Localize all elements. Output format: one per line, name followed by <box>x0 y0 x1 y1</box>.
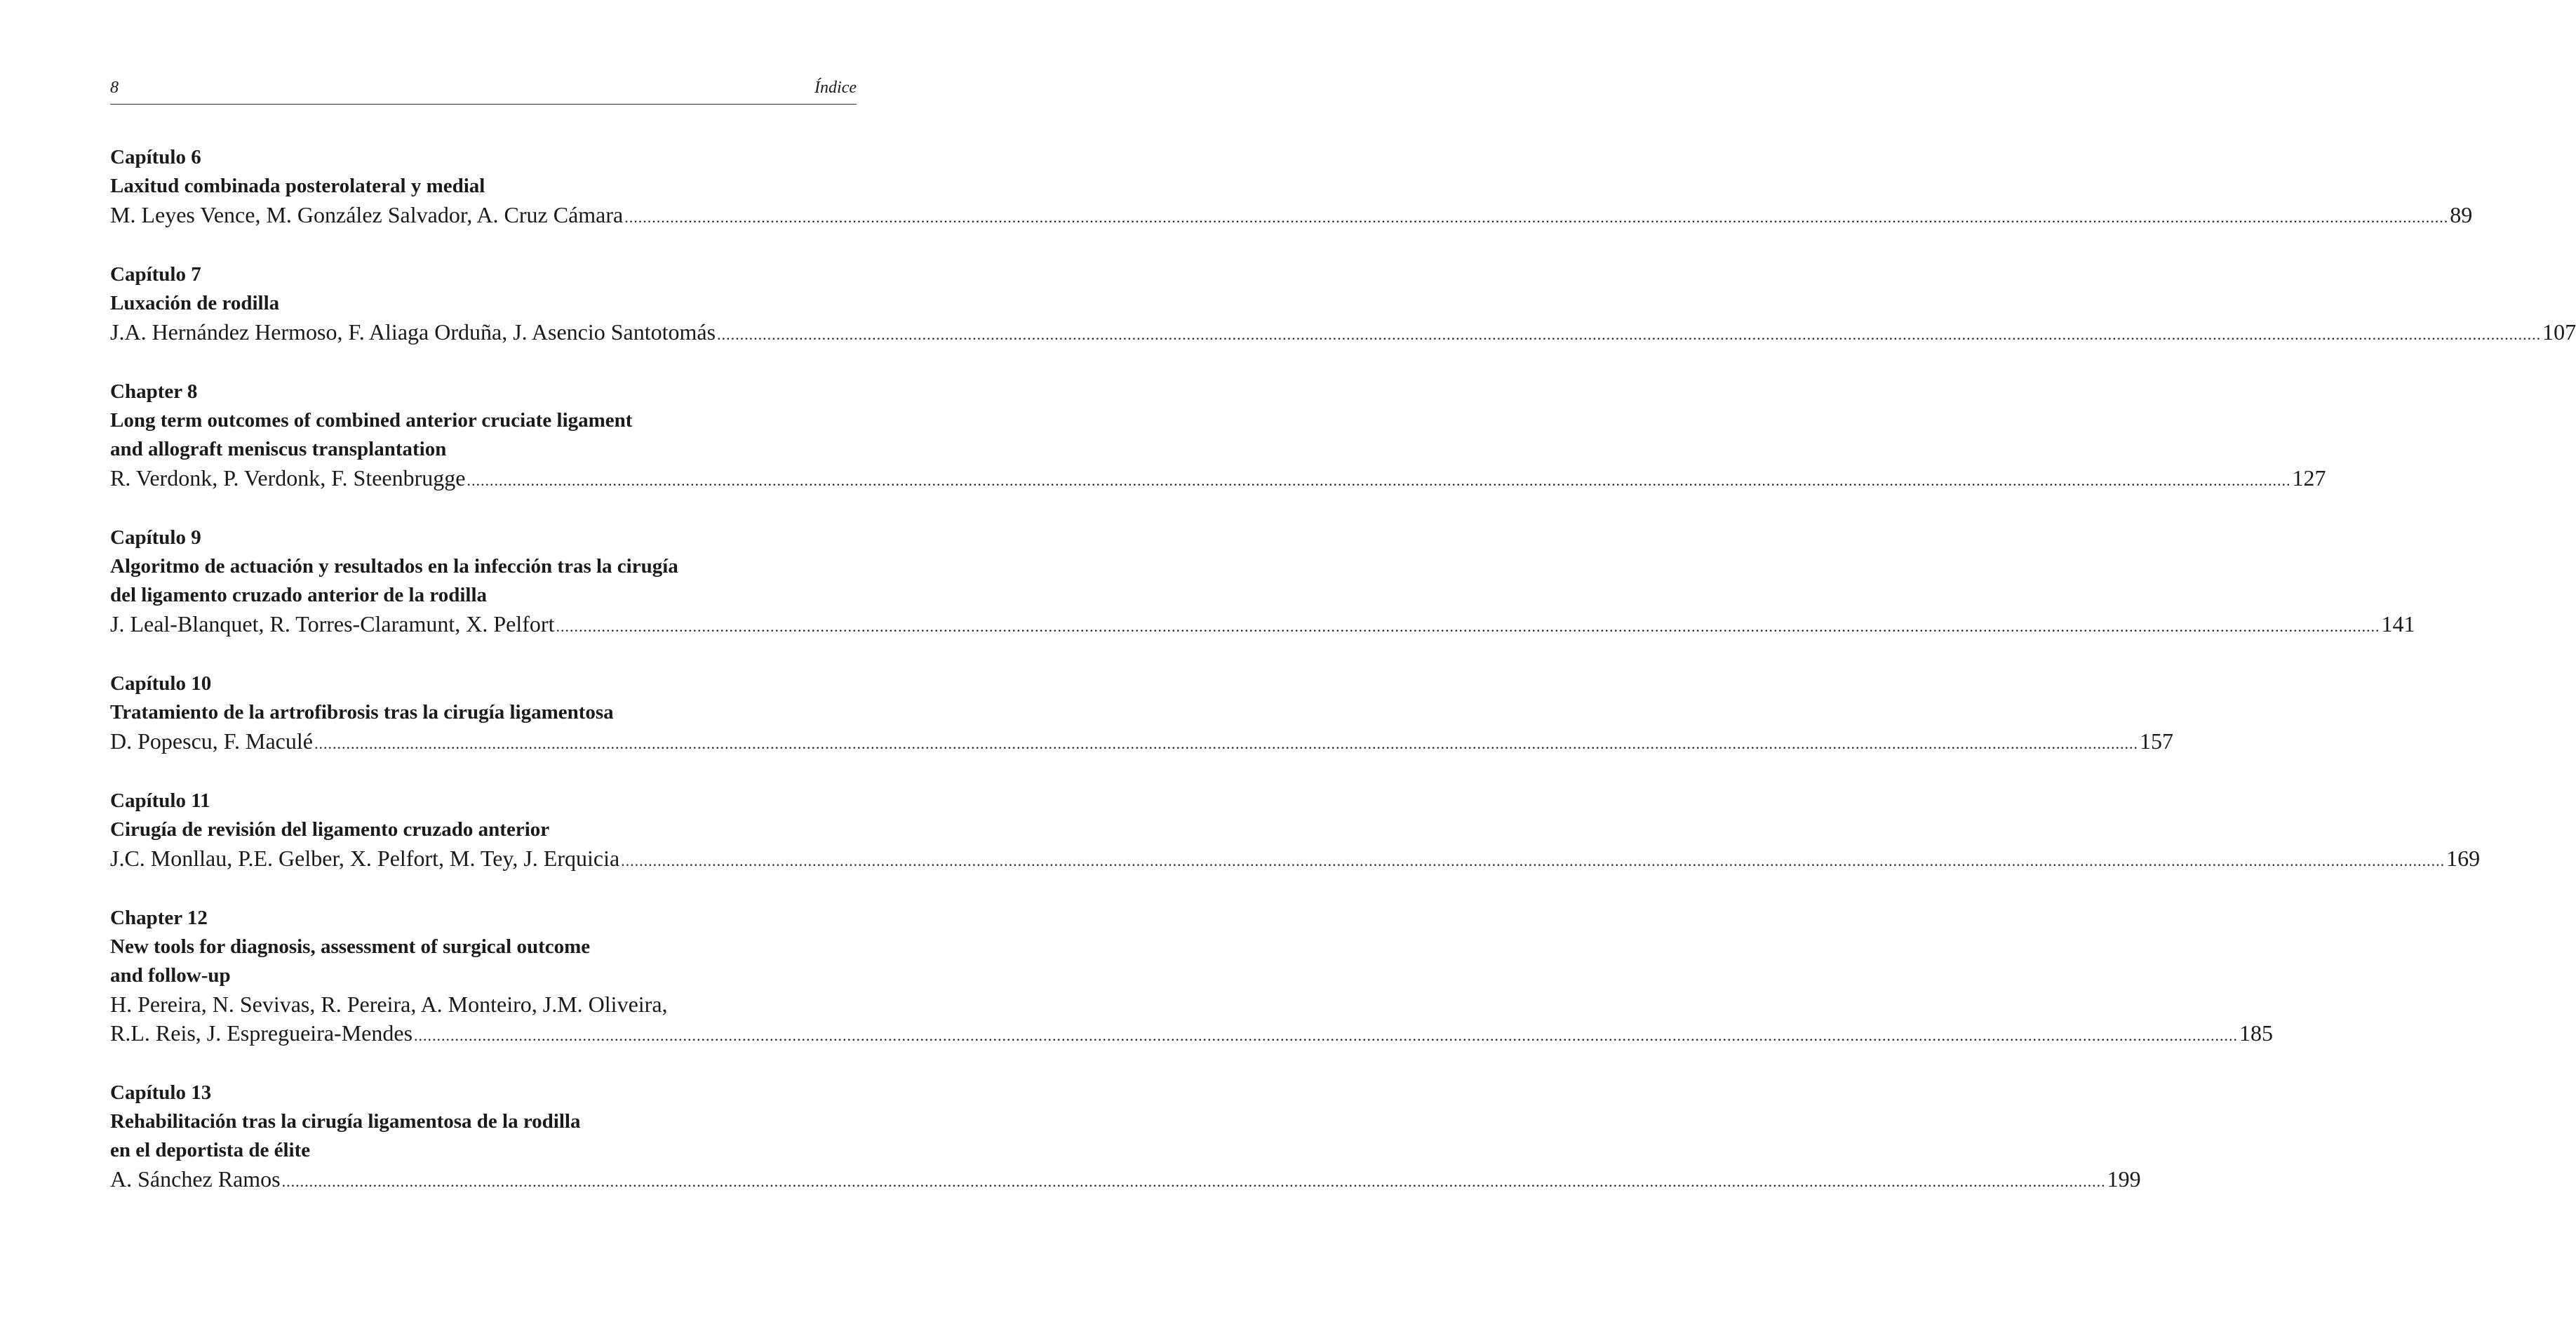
dot-leader: ................................................................................................................................................................................................................................................................................................................................................................................................................ <box>556 618 2380 635</box>
chapter-label: Capítulo 9 <box>110 526 201 549</box>
chapter-title <box>110 933 857 990</box>
page-reference: 199 <box>2107 1166 2141 1192</box>
authors-line: H. Pereira, N. Sevivas, R. Pereira, A. Monteiro, J.M. Oliveira, <box>110 992 668 1017</box>
chapter-title-line: Cirugía de revisión del ligamento cruzado anterior <box>110 818 550 841</box>
page-reference: 157 <box>2139 728 2173 754</box>
authors-row <box>110 610 2415 641</box>
chapter-label: Capítulo 11 <box>110 789 210 812</box>
chapter-title-line: Algoritmo de actuación y resultados en la infección tras la cirugía <box>110 555 678 578</box>
page-reference: 107 <box>2542 319 2576 345</box>
chapter-title-line: del ligamento cruzado anterior de la rodilla <box>110 584 487 606</box>
dot-leader: ................................................................................................................................................................................................................................................................................................................................................................................................................ <box>624 208 2449 226</box>
chapter-title-line: Long term outcomes of combined anterior cruciate ligament <box>110 409 633 432</box>
toc-entry <box>110 143 2473 232</box>
chapter-label: Chapter 12 <box>110 907 208 929</box>
toc-entry <box>110 260 2576 349</box>
authors: J.A. Hernández Hermoso, F. Aliaga Orduña, J. Asencio Santotomás <box>110 319 716 345</box>
running-head <box>110 76 857 105</box>
authors-row <box>110 201 2473 232</box>
chapter-title <box>110 1107 857 1165</box>
table-of-contents <box>110 143 2576 1225</box>
dot-leader: ................................................................................................................................................................................................................................................................................................................................................................................................................ <box>621 852 2446 869</box>
authors-row <box>110 464 2326 495</box>
authors-row <box>110 727 2173 758</box>
page-reference: 127 <box>2292 465 2326 491</box>
authors-row <box>110 844 2481 875</box>
chapter-title-line: Tratamiento de la artrofibrosis tras la cirugía ligamentosa <box>110 701 614 723</box>
page-reference: 185 <box>2239 1020 2274 1046</box>
toc-entry <box>110 787 2481 875</box>
toc-entry <box>110 378 2326 495</box>
chapter-title <box>110 172 857 201</box>
chapter-title-line: New tools for diagnosis, assessment of surgical outcome <box>110 935 591 958</box>
authors: J. Leal-Blanquet, R. Torres-Claramunt, X. Pelfort <box>110 611 555 636</box>
authors: D. Popescu, F. Maculé <box>110 728 313 754</box>
page-reference: 89 <box>2450 202 2473 227</box>
dot-leader: ................................................................................................................................................................................................................................................................................................................................................................................................................ <box>717 326 2542 343</box>
chapter-title-line: and allograft meniscus transplantation <box>110 438 447 460</box>
chapter-label: Capítulo 13 <box>110 1081 212 1104</box>
chapter-title <box>110 552 857 610</box>
dot-leader: ................................................................................................................................................................................................................................................................................................................................................................................................................ <box>314 735 2138 752</box>
page-reference: 169 <box>2446 846 2481 871</box>
chapter-title-line: Luxación de rodilla <box>110 292 280 314</box>
toc-entry <box>110 524 2415 641</box>
chapter-title <box>110 289 857 318</box>
chapter-label: Capítulo 10 <box>110 672 212 695</box>
chapter-title-line: en el deportista de élite <box>110 1139 311 1161</box>
chapter-label: Capítulo 7 <box>110 263 201 286</box>
toc-entry <box>110 904 2274 1050</box>
toc-entry <box>110 1079 2141 1196</box>
chapter-label: Capítulo 6 <box>110 146 201 168</box>
chapter-title <box>110 815 857 844</box>
chapter-title <box>110 406 857 464</box>
chapter-title <box>110 698 857 727</box>
dot-leader: ................................................................................................................................................................................................................................................................................................................................................................................................................ <box>281 1173 2106 1190</box>
chapter-label: Chapter 8 <box>110 380 198 403</box>
page-reference: 141 <box>2381 611 2415 636</box>
dot-leader: ................................................................................................................................................................................................................................................................................................................................................................................................................ <box>467 472 2291 489</box>
page-number: 8 <box>110 79 119 97</box>
section-title: Índice <box>814 79 857 97</box>
chapter-title-line: Rehabilitación tras la cirugía ligamentosa de la rodilla <box>110 1110 581 1133</box>
authors: J.C. Monllau, P.E. Gelber, X. Pelfort, M. Tey, J. Erquicia <box>110 846 620 871</box>
authors-row <box>110 318 2576 349</box>
authors: R.L. Reis, J. Espregueira-Mendes <box>110 1020 413 1046</box>
dot-leader: ................................................................................................................................................................................................................................................................................................................................................................................................................ <box>414 1027 2239 1044</box>
chapter-title-line: Laxitud combinada posterolateral y medial <box>110 175 485 197</box>
authors-row <box>110 1165 2141 1196</box>
chapter-title-line: and follow-up <box>110 964 231 987</box>
authors: R. Verdonk, P. Verdonk, F. Steenbrugge <box>110 465 466 491</box>
authors: M. Leyes Vence, M. González Salvador, A. Cruz Cámara <box>110 202 624 227</box>
authors-row <box>110 1019 2274 1050</box>
toc-entry <box>110 669 2173 758</box>
authors: A. Sánchez Ramos <box>110 1166 281 1192</box>
